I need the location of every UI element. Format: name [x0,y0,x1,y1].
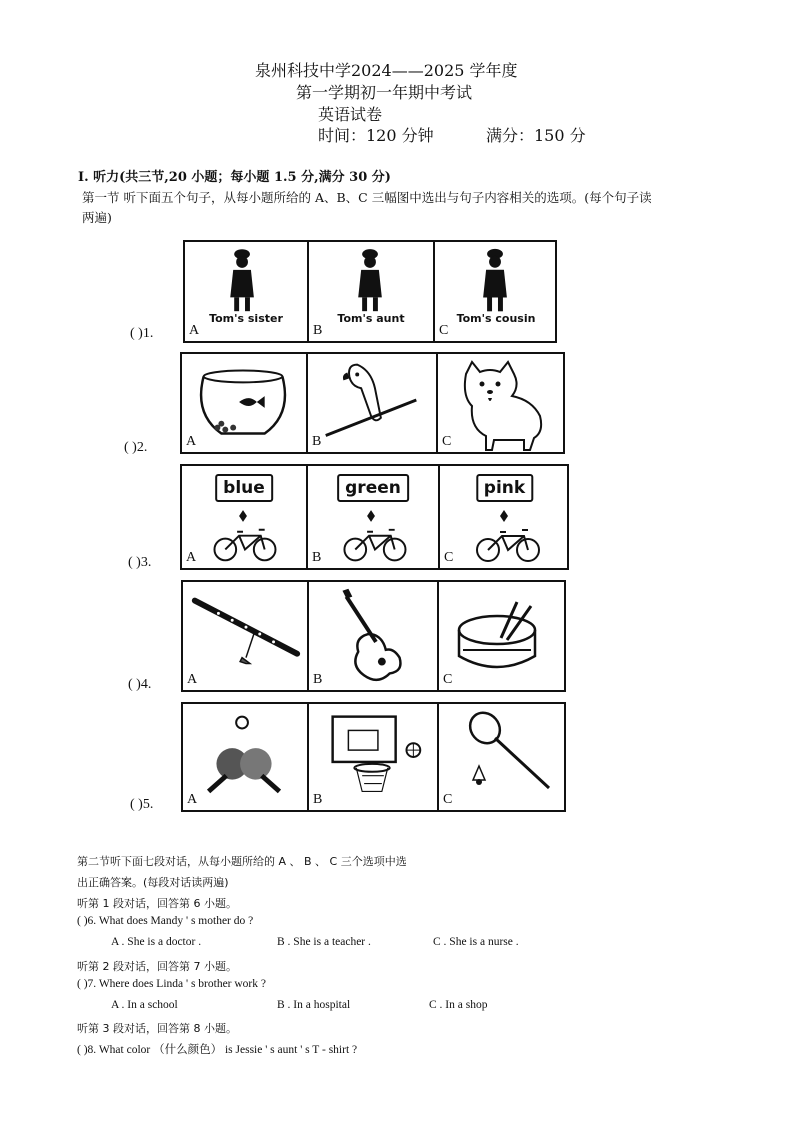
question-3-label: ( )3. [128,555,152,570]
option-letter: A [187,792,198,807]
option-a[interactable] [182,354,308,452]
option-b[interactable] [309,704,439,810]
option-a[interactable] [185,242,309,341]
part2-instructions: 第二节听下面七段对话，从每小题所给的 A 、 B 、 C 三个选项中选 [77,855,407,868]
dialogue-3-label: 听第 3 段对话，回答第 8 小题。 [77,1022,237,1035]
part2-instructions-cont: 出正确答案。(每段对话读两遍) [77,876,229,889]
question-6: ( )6. What does Mandy ' s mother do ? [77,915,254,927]
question-7-option-a[interactable]: A . In a school [111,999,178,1011]
option-b[interactable] [309,242,435,341]
color-word-box: pink [476,474,533,502]
guitar-icon [309,582,437,690]
question-1-pictures [183,240,557,343]
score-label: 满分：150 分 [486,126,586,145]
flute-icon [183,582,307,690]
option-caption: Tom's sister [209,312,283,325]
question-3-pictures [180,464,569,570]
drum-icon [439,582,566,690]
option-letter: C [443,792,453,807]
woman-icon [185,242,307,341]
part1-instructions: 第一节 听下面五个句子，从每小题所给的 A、B、C 三幅图中选出与句子内容相关的选项。(每个句子读 [82,190,652,205]
dialogue-2-label: 听第 2 段对话，回答第 7 小题。 [77,960,237,973]
question-4-label: ( )4. [128,677,152,692]
color-word-box: blue [215,474,273,502]
ping-pong-icon [183,704,307,810]
option-c[interactable] [439,704,566,810]
option-c[interactable] [438,354,565,452]
school-title: 泉州科技中学2024——2025 学年度 [255,61,518,80]
question-1-label: ( )1. [130,326,154,341]
option-letter: B [313,672,323,687]
time-label: 时间：120 分钟 [318,126,434,145]
option-a[interactable] [182,466,308,568]
section-title: I. 听力(共三节,20 小题；每小题 1.5 分,满分 30 分) [78,170,391,185]
option-c[interactable] [435,242,557,341]
color-word-box: green [337,474,409,502]
question-6-option-a[interactable]: A . She is a doctor . [111,936,202,948]
question-5-pictures [181,702,566,812]
basketball-icon [309,704,437,810]
option-letter: C [442,434,452,449]
option-caption: Tom's cousin [456,312,536,325]
option-letter: C [444,550,454,565]
question-5-label: ( )5. [130,797,154,812]
question-2-pictures [180,352,565,454]
question-8: ( )8. What color （什么颜色） is Jessie ' s aunt ' s T - shirt ? [77,1044,358,1056]
question-7-option-c[interactable]: C . In a shop [429,999,488,1011]
woman-icon [435,242,557,341]
question-6-option-c[interactable]: C . She is a nurse . [433,936,519,948]
option-letter: A [186,434,197,449]
option-letter: B [312,434,322,449]
exam-title: 第一学期初一年期中考试 [296,83,473,102]
option-letter: A [189,323,200,338]
option-letter: C [443,672,453,687]
option-letter: B [313,792,323,807]
woman-icon [309,242,433,341]
question-4-pictures [181,580,566,692]
option-a[interactable] [183,582,309,690]
question-7-option-b[interactable]: B . In a hospital [277,999,351,1011]
option-c[interactable] [440,466,569,568]
option-letter: B [312,550,322,565]
option-a[interactable] [183,704,309,810]
option-letter: B [313,323,323,338]
dog-icon [438,354,565,452]
bicycle-icon [440,466,569,568]
option-letter: A [186,550,197,565]
option-b[interactable] [308,466,440,568]
parrot-icon [308,354,436,452]
bicycle-icon [308,466,438,568]
option-b[interactable] [309,582,439,690]
option-caption: Tom's aunt [337,312,405,325]
badminton-icon [439,704,566,810]
bicycle-icon [182,466,306,568]
subject-title: 英语试卷 [318,105,383,124]
fishbowl-icon [182,354,306,452]
dialogue-1-label: 听第 1 段对话，回答第 6 小题。 [77,897,237,910]
option-letter: C [439,323,449,338]
question-6-option-b[interactable]: B . She is a teacher . [277,936,371,948]
question-7: ( )7. Where does Linda ' s brother work ? [77,978,266,990]
option-c[interactable] [439,582,566,690]
option-letter: A [187,672,198,687]
option-b[interactable] [308,354,438,452]
part1-instructions-cont: 两遍) [82,210,112,225]
question-2-label: ( )2. [124,440,148,455]
